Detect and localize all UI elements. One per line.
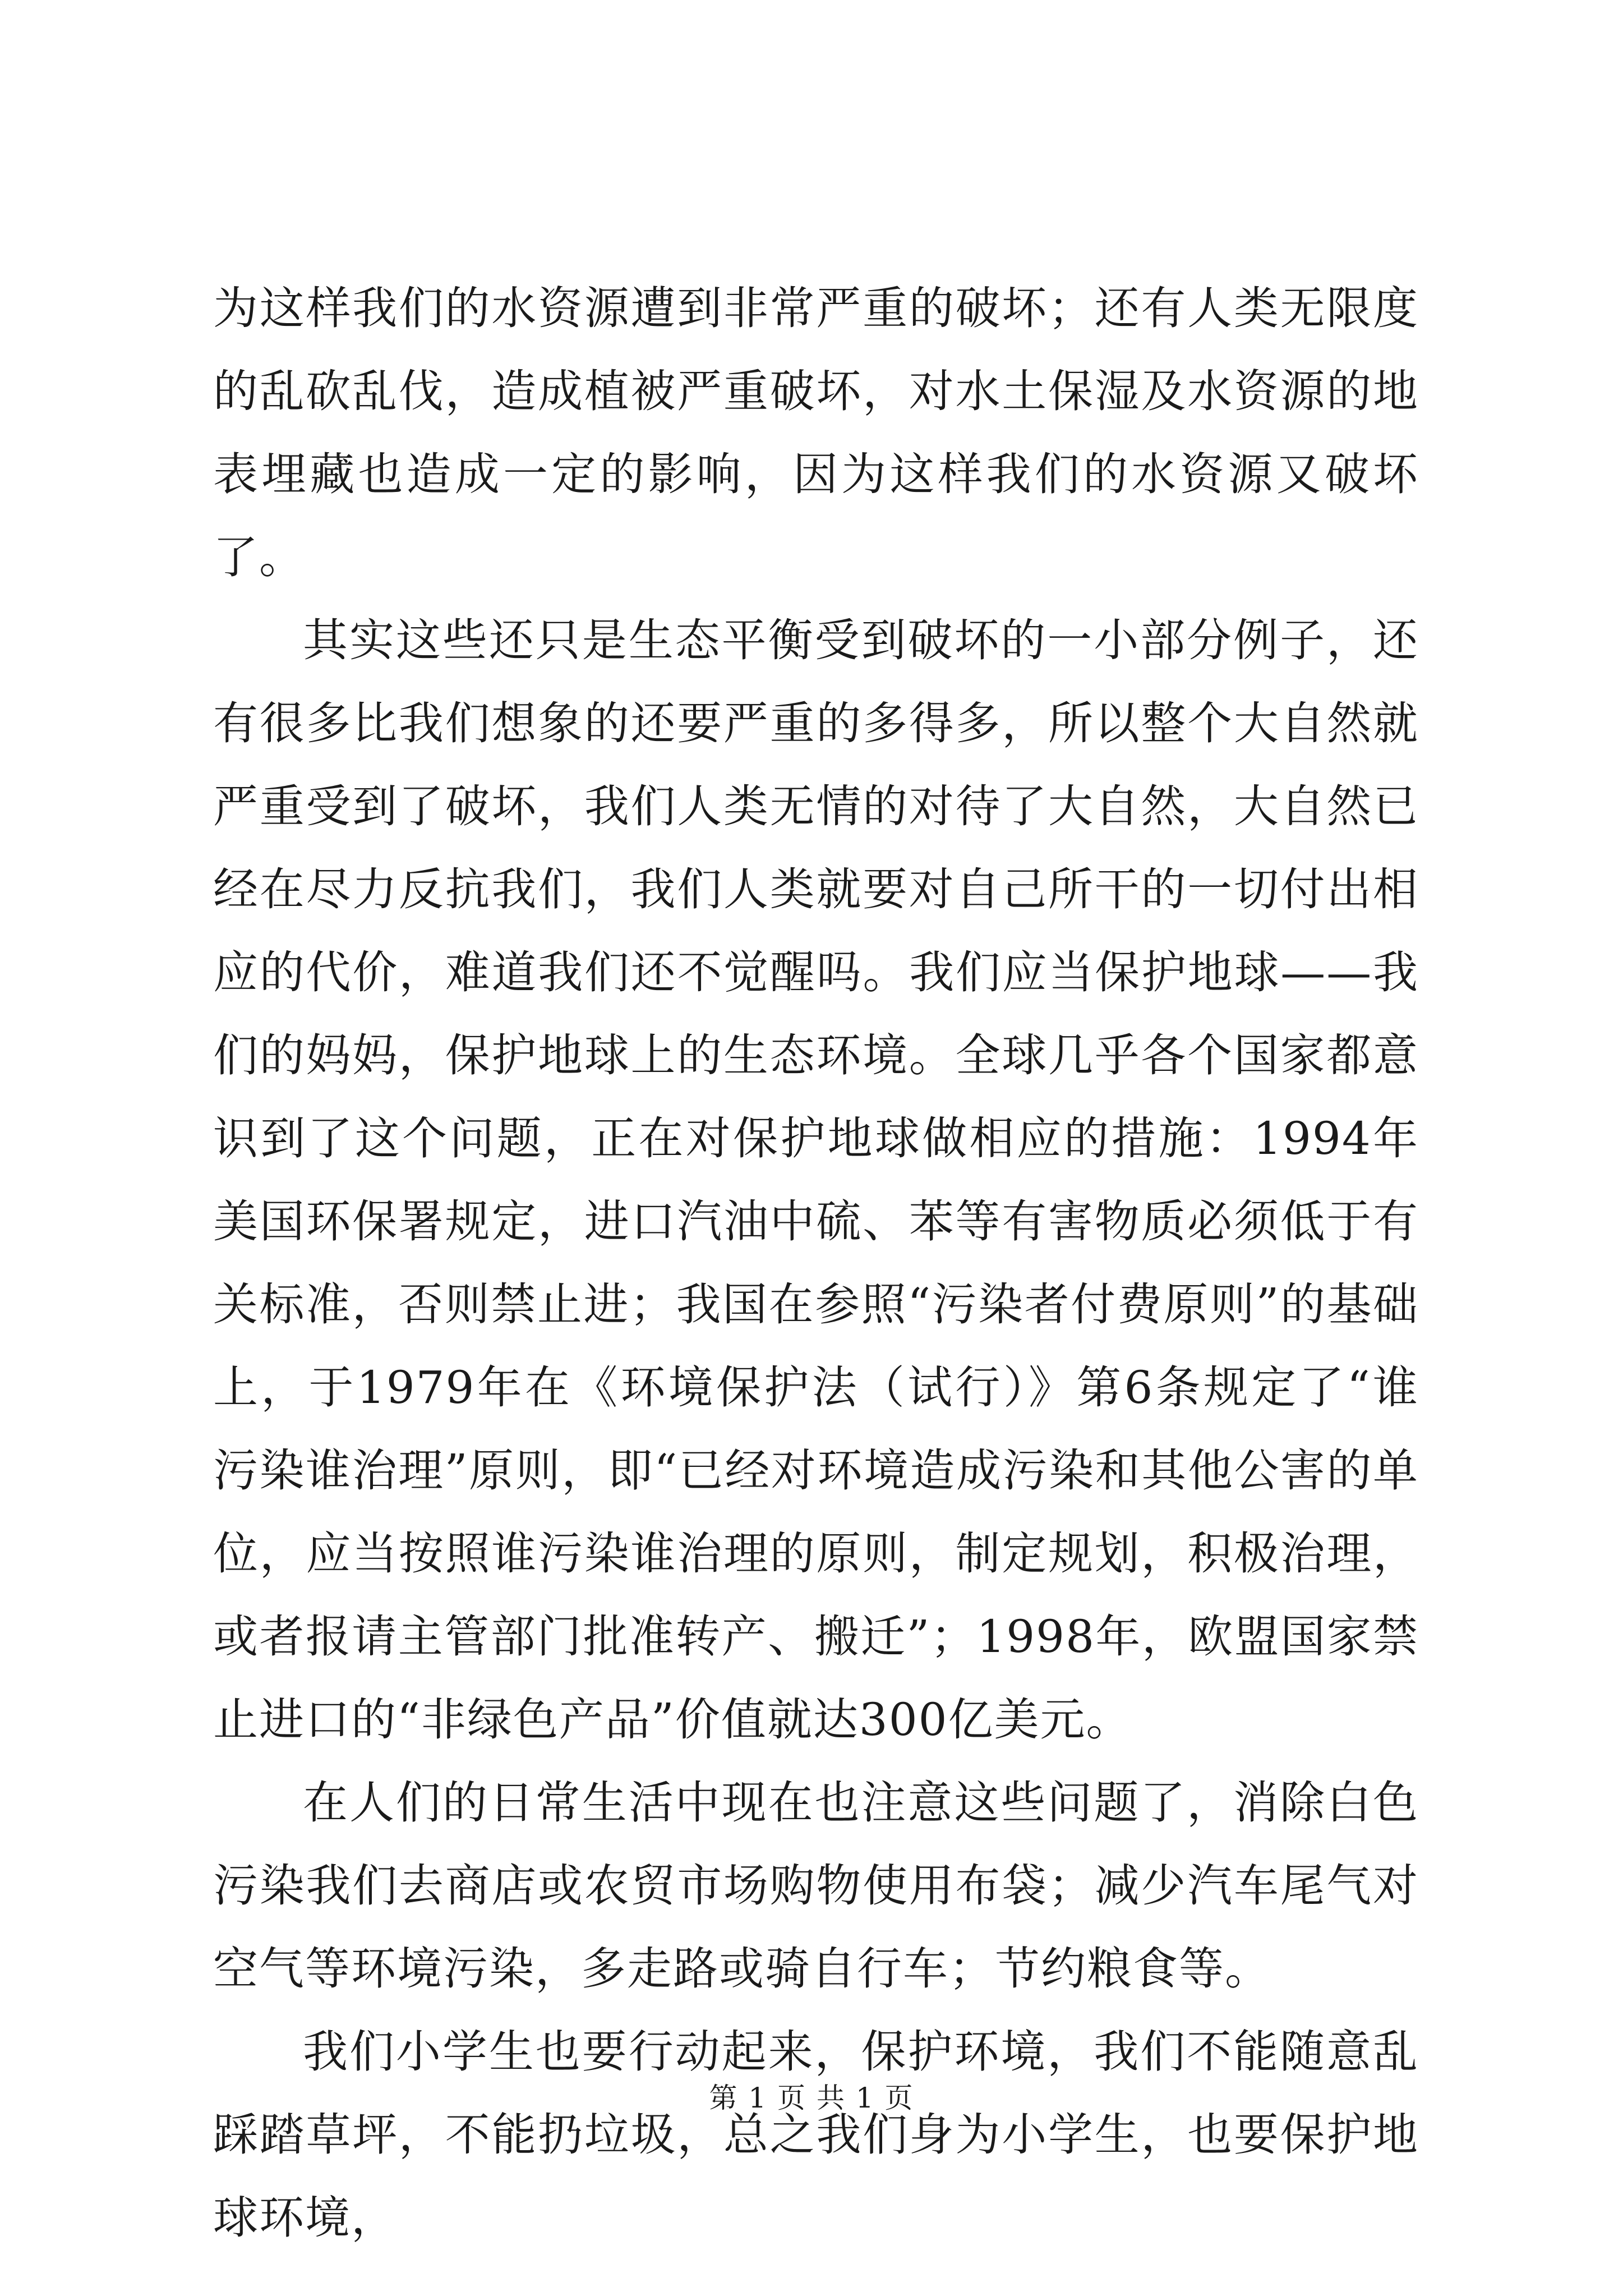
paragraph-continuation: 为这样我们的水资源遭到非常严重的破坏；还有人类无限度的乱砍乱伐，造成植被严重破坏，对水土保湿及水资源的地表埋藏也造成一定的影响，因为这样我们的水资源又破坏了。 [213,282,1419,583]
paragraph-students-action: 我们小学生也要行动起来，保护环境，我们不能随意乱踩踏草坪，不能扔垃圾，总之我们身为小学生，也要保护地球环境， [213,2026,1419,2244]
document-body [213,267,1419,2260]
page-footer: 第 1 页 共 1 页 [709,2082,914,2114]
paragraph-daily-life: 在人们的日常生活中现在也注意这些问题了，消除白色污染我们去商店或农贸市场购物使用布袋；减少汽车尾气对空气等环境污染，多走路或骑自行车；节约粮食等。 [213,1777,1419,1995]
paragraph-ecological-damage: 其实这些还只是生态平衡受到破坏的一小部分例子，还有很多比我们想象的还要严重的多得多，所以整个大自然就严重受到了破坏，我们人类无情的对待了大自然，大自然已经在尽力反抗我们，我们人类就要对自己所干的一切付出相应的代价，难道我们还不觉醒吗。我们应当保护地球——我们的妈妈，保护地球上的生态环境。全球几乎各个国家都意识到了这个问题，正在对保护地球做相应的措施：1994年美国环保署规定，进口汽油中硫、苯等有害物质必须低于有关标准，否则禁止进；我国在参照“污染者付费原则”的基础上，于1979年在《环境保护法（试行）》第6条规定了“谁污染谁治理”原则，即“已经对环境造成污染和其他公害的单位，应当按照谁污染谁治理的原则，制定规划，积极治理，或者报请主管部门批准转产、搬迁”；1998年，欧盟国家禁止进口的“非绿色产品”价值就达300亿美元。 [213,614,1419,1746]
